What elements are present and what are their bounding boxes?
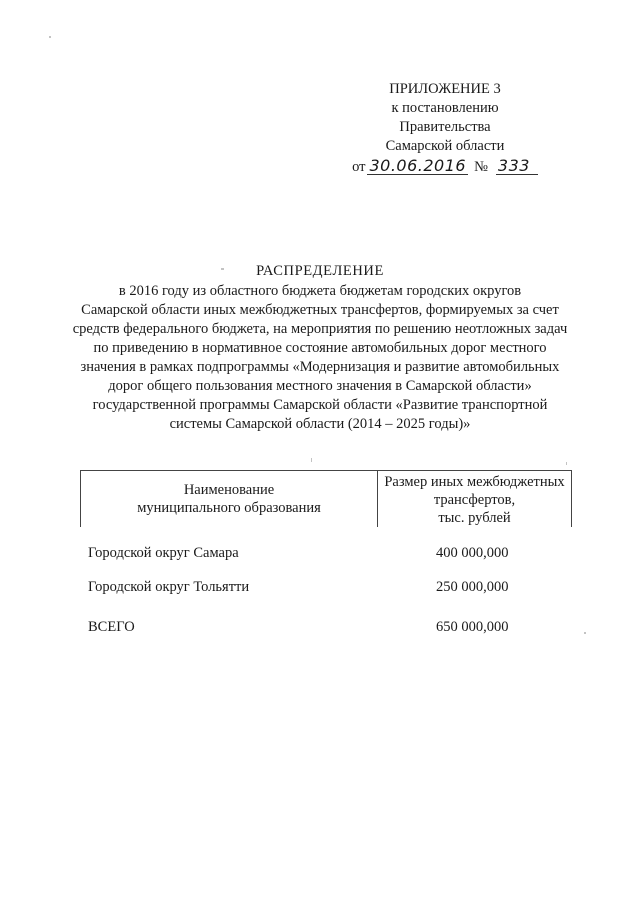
title-line-5: значения в рамках подпрограммы «Модернизация и развитие автомобильных (80, 359, 560, 375)
document-heading: РАСПРЕДЕЛЕНИЕ (256, 263, 384, 279)
title-line-6: дорог общего пользования местного значения в Самарской области» (108, 378, 532, 394)
scan-speck (584, 632, 586, 634)
row-municipality: Городской округ Самара (88, 545, 239, 561)
header-text: трансфертов, (433, 492, 516, 508)
appendix-title: ПРИЛОЖЕНИЕ 3 (389, 81, 501, 97)
title-line-7: государственной программы Самарской области «Развитие транспортной (92, 397, 548, 413)
appendix-resolution-line: к постановлению Правительства (391, 100, 499, 135)
number-label: № (474, 159, 488, 175)
header-text: тыс. рублей (438, 510, 511, 526)
appendix-date-number-line (345, 157, 545, 177)
title-line-8: системы Самарской области (2014 – 2025 годы)» (169, 416, 471, 432)
table-header (80, 470, 572, 527)
from-label: от (352, 159, 366, 175)
row-total-amount: 650 000,000 (436, 619, 509, 635)
handwritten-number: 333 (496, 157, 538, 175)
header-text: Размер иных межбюджетных (384, 474, 565, 490)
row-total-label: ВСЕГО (88, 619, 135, 635)
scan-speck (566, 462, 567, 465)
row-municipality: Городской округ Тольятти (88, 579, 250, 595)
scan-speck (49, 36, 51, 38)
scan-speck (311, 458, 312, 462)
title-line-3: средств федерального бюджета, на мероприятия по решению неотложных задач (72, 321, 568, 337)
appendix-block (345, 80, 545, 177)
row-amount: 250 000,000 (436, 579, 509, 595)
row-amount: 400 000,000 (436, 545, 509, 561)
title-line-1: в 2016 году из областного бюджета бюджетам городских округов (118, 283, 522, 299)
title-line-2: Самарской области иных межбюджетных трансфертов, формируемых за счет (81, 302, 559, 318)
title-line-4: по приведению в нормативное состояние автомобильных дорог местного (93, 340, 547, 356)
appendix-region-line: Самарской области (385, 138, 505, 154)
header-text: муниципального образования (137, 500, 321, 516)
header-text: Наименование (183, 482, 275, 498)
table-header-municipality (81, 471, 378, 527)
scan-speck (221, 268, 224, 270)
handwritten-date: 30.06.2016 (369, 156, 467, 175)
distribution-title-block (60, 262, 580, 434)
table-header-amount (378, 471, 571, 527)
